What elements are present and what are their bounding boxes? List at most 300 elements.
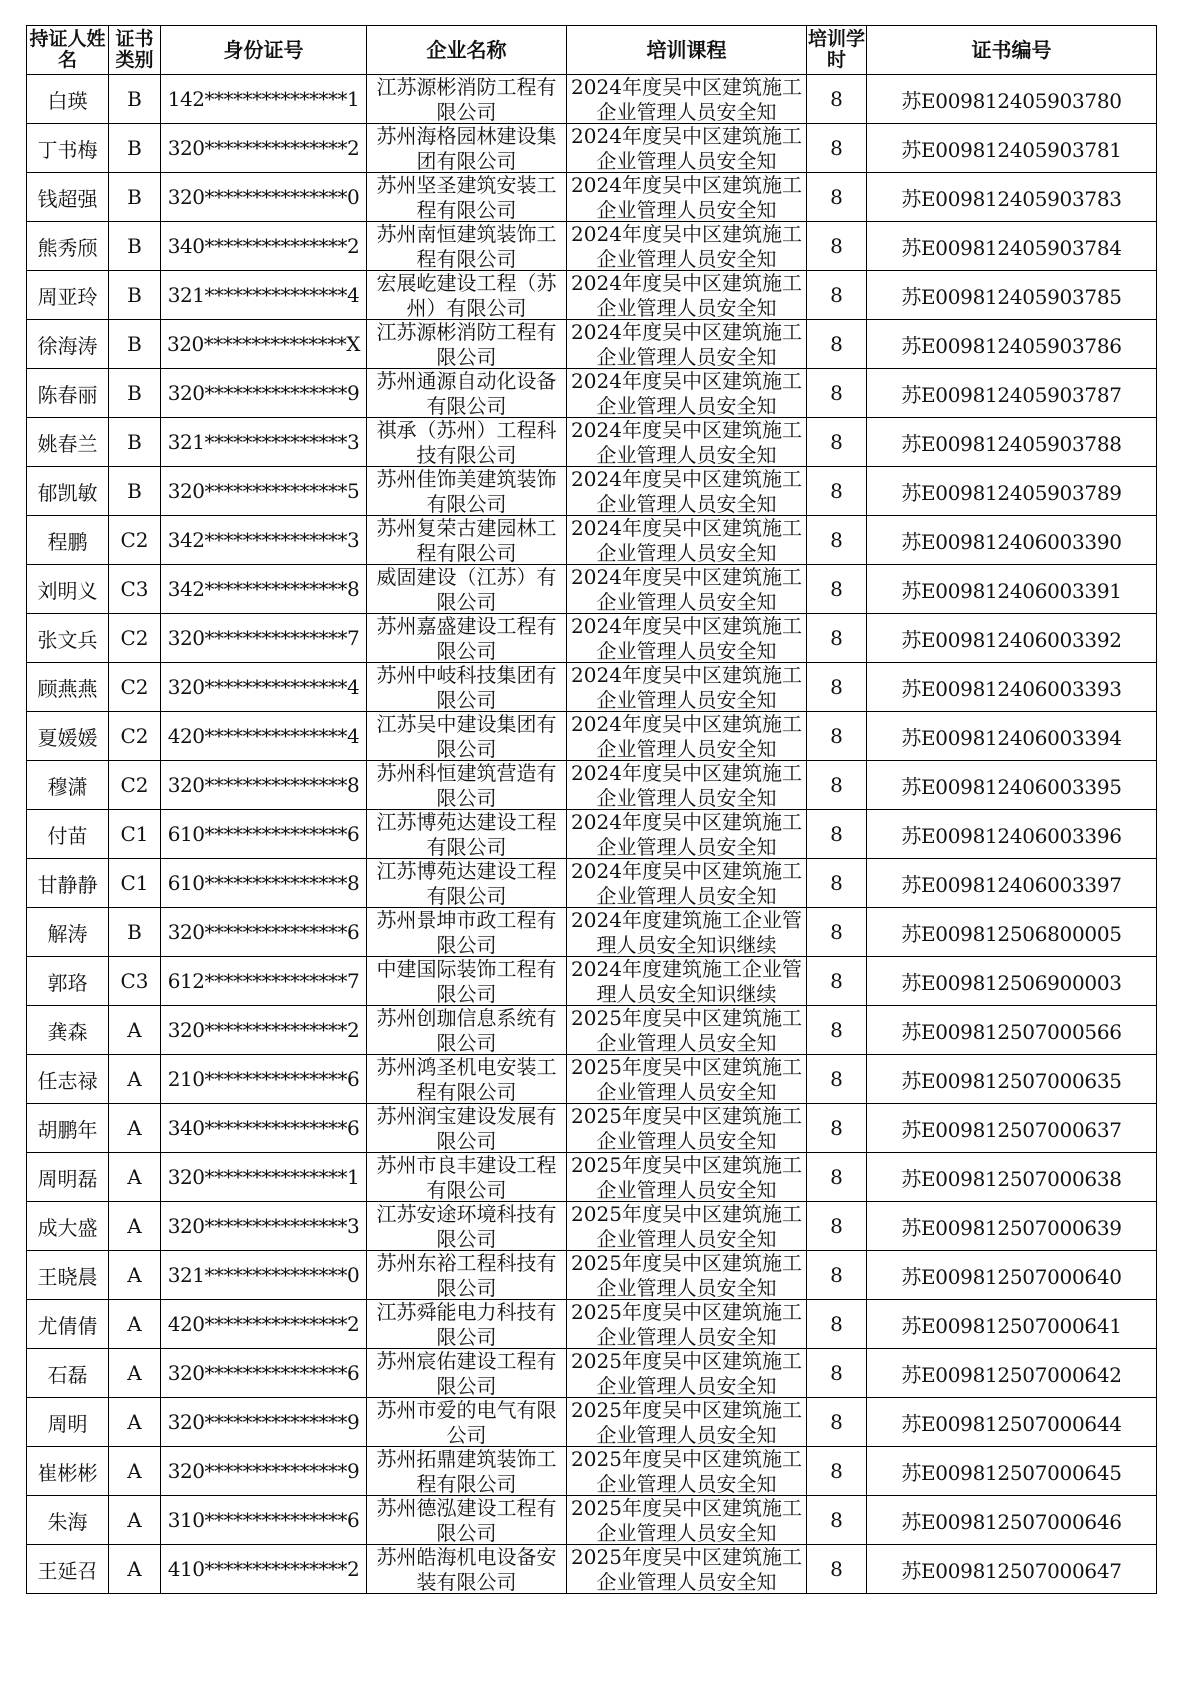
table-row <box>27 418 1157 467</box>
course-cell <box>567 712 807 761</box>
course-cell <box>567 222 807 271</box>
course-cell-text: 2024年度吴中区建筑施工企业管理人员安全知 <box>571 712 802 760</box>
table-row <box>27 1545 1157 1594</box>
category-cell: A <box>109 1104 161 1153</box>
category-cell: A <box>109 1398 161 1447</box>
cert-no-cell: 苏E009812405903785 <box>867 271 1157 320</box>
course-cell <box>567 1251 807 1300</box>
id-number-cell: 320***************6 <box>161 1349 367 1398</box>
hours-cell: 8 <box>807 222 867 271</box>
name-cell: 姚春兰 <box>27 418 109 467</box>
company-cell <box>367 516 567 565</box>
table-row <box>27 1496 1157 1545</box>
company-cell <box>367 663 567 712</box>
hours-cell: 8 <box>807 1300 867 1349</box>
company-cell <box>367 124 567 173</box>
category-cell: C2 <box>109 663 161 712</box>
hours-cell: 8 <box>807 1398 867 1447</box>
course-cell-text: 2025年度吴中区建筑施工企业管理人员安全知 <box>571 1349 802 1397</box>
category-cell: B <box>109 908 161 957</box>
name-cell: 郁凯敏 <box>27 467 109 516</box>
course-cell-text: 2024年度吴中区建筑施工企业管理人员安全知 <box>571 614 802 662</box>
id-number-cell: 320***************9 <box>161 1398 367 1447</box>
id-number-cell: 320***************7 <box>161 614 367 663</box>
course-cell <box>567 1055 807 1104</box>
name-cell: 陈春丽 <box>27 369 109 418</box>
course-cell <box>567 663 807 712</box>
id-number-cell: 320***************1 <box>161 1153 367 1202</box>
category-cell: A <box>109 1153 161 1202</box>
hours-cell: 8 <box>807 1349 867 1398</box>
course-cell-text: 2024年度建筑施工企业管理人员安全知识继续 <box>571 908 802 956</box>
company-cell-text: 苏州鸿圣机电安装工程有限公司 <box>376 1055 557 1103</box>
company-cell-text: 江苏舜能电力科技有限公司 <box>376 1300 557 1348</box>
cert-no-cell: 苏E009812406003395 <box>867 761 1157 810</box>
name-cell: 张文兵 <box>27 614 109 663</box>
company-cell <box>367 418 567 467</box>
course-cell-text: 2024年度吴中区建筑施工企业管理人员安全知 <box>571 663 802 711</box>
course-cell-text: 2024年度吴中区建筑施工企业管理人员安全知 <box>571 124 802 172</box>
table-row <box>27 1006 1157 1055</box>
company-cell <box>367 614 567 663</box>
cert-no-cell: 苏E009812507000642 <box>867 1349 1157 1398</box>
course-cell <box>567 1496 807 1545</box>
id-number-cell: 610***************8 <box>161 859 367 908</box>
table-row <box>27 761 1157 810</box>
company-cell <box>367 320 567 369</box>
hours-cell: 8 <box>807 1251 867 1300</box>
name-cell: 成大盛 <box>27 1202 109 1251</box>
table-row <box>27 1104 1157 1153</box>
course-cell <box>567 75 807 124</box>
table-row <box>27 663 1157 712</box>
company-cell-text: 苏州拓鼎建筑装饰工程有限公司 <box>376 1447 557 1495</box>
course-cell-text: 2024年度吴中区建筑施工企业管理人员安全知 <box>571 75 802 123</box>
cert-no-cell: 苏E009812405903788 <box>867 418 1157 467</box>
category-cell: B <box>109 418 161 467</box>
course-cell <box>567 418 807 467</box>
id-number-cell: 340***************6 <box>161 1104 367 1153</box>
company-cell <box>367 1349 567 1398</box>
company-cell <box>367 1447 567 1496</box>
company-cell-text: 苏州创珈信息系统有限公司 <box>376 1006 557 1054</box>
category-cell: A <box>109 1202 161 1251</box>
category-cell: B <box>109 222 161 271</box>
category-cell: C3 <box>109 957 161 1006</box>
company-cell <box>367 467 567 516</box>
course-cell <box>567 810 807 859</box>
company-cell-text: 苏州海格园林建设集团有限公司 <box>376 124 557 172</box>
company-cell <box>367 1055 567 1104</box>
company-cell <box>367 222 567 271</box>
name-cell: 王晓晨 <box>27 1251 109 1300</box>
table-row <box>27 712 1157 761</box>
company-cell-text: 苏州市良丰建设工程有限公司 <box>376 1153 557 1201</box>
hours-cell: 8 <box>807 124 867 173</box>
course-cell-text: 2024年度吴中区建筑施工企业管理人员安全知 <box>571 516 802 564</box>
company-cell <box>367 1006 567 1055</box>
category-cell: C2 <box>109 516 161 565</box>
header-cert-no: 证书编号 <box>867 26 1157 75</box>
course-cell-text: 2025年度吴中区建筑施工企业管理人员安全知 <box>571 1496 802 1544</box>
id-number-cell: 612***************7 <box>161 957 367 1006</box>
cert-no-cell: 苏E009812406003393 <box>867 663 1157 712</box>
company-cell <box>367 1398 567 1447</box>
name-cell: 王延召 <box>27 1545 109 1594</box>
header-name: 持证人姓名 <box>27 26 109 75</box>
category-cell: B <box>109 271 161 320</box>
category-cell: A <box>109 1251 161 1300</box>
hours-cell: 8 <box>807 663 867 712</box>
company-cell-text: 苏州复荣古建园林工程有限公司 <box>376 516 557 564</box>
course-cell <box>567 1202 807 1251</box>
company-cell-text: 苏州南恒建筑装饰工程有限公司 <box>376 222 557 270</box>
cert-no-cell: 苏E009812406003394 <box>867 712 1157 761</box>
company-cell-text: 苏州嘉盛建设工程有限公司 <box>376 614 557 662</box>
company-cell-text: 苏州宸佑建设工程有限公司 <box>376 1349 557 1397</box>
company-cell <box>367 859 567 908</box>
category-cell: C2 <box>109 712 161 761</box>
category-cell: A <box>109 1349 161 1398</box>
company-cell-text: 苏州科恒建筑营造有限公司 <box>376 761 557 809</box>
cert-no-cell: 苏E009812405903783 <box>867 173 1157 222</box>
table-row <box>27 1153 1157 1202</box>
hours-cell: 8 <box>807 565 867 614</box>
hours-cell: 8 <box>807 320 867 369</box>
course-cell-text: 2024年度吴中区建筑施工企业管理人员安全知 <box>571 418 802 466</box>
course-cell-text: 2025年度吴中区建筑施工企业管理人员安全知 <box>571 1055 802 1103</box>
company-cell-text: 江苏安途环境科技有限公司 <box>376 1202 557 1250</box>
id-number-cell: 310***************6 <box>161 1496 367 1545</box>
table-row <box>27 271 1157 320</box>
company-cell-text: 苏州皓海机电设备安装有限公司 <box>376 1545 557 1593</box>
id-number-cell: 410***************2 <box>161 1545 367 1594</box>
course-cell <box>567 516 807 565</box>
company-cell <box>367 1545 567 1594</box>
course-cell <box>567 1153 807 1202</box>
hours-cell: 8 <box>807 467 867 516</box>
category-cell: A <box>109 1545 161 1594</box>
id-number-cell: 320***************2 <box>161 124 367 173</box>
cert-no-cell: 苏E009812506900003 <box>867 957 1157 1006</box>
table-body <box>27 75 1157 1594</box>
hours-cell: 8 <box>807 957 867 1006</box>
id-number-cell: 320***************6 <box>161 908 367 957</box>
company-cell <box>367 1251 567 1300</box>
name-cell: 胡鹏年 <box>27 1104 109 1153</box>
company-cell <box>367 712 567 761</box>
id-number-cell: 142***************1 <box>161 75 367 124</box>
cert-no-cell: 苏E009812507000640 <box>867 1251 1157 1300</box>
company-cell <box>367 565 567 614</box>
table-row <box>27 1300 1157 1349</box>
name-cell: 徐海涛 <box>27 320 109 369</box>
table-row <box>27 467 1157 516</box>
company-cell-text: 苏州坚圣建筑安装工程有限公司 <box>376 173 557 221</box>
name-cell: 顾燕燕 <box>27 663 109 712</box>
company-cell-text: 苏州市爱的电气有限公司 <box>376 1398 557 1446</box>
company-cell <box>367 1202 567 1251</box>
course-cell <box>567 1104 807 1153</box>
header-hours: 培训学时 <box>807 26 867 75</box>
course-cell <box>567 859 807 908</box>
id-number-cell: 320***************3 <box>161 1202 367 1251</box>
course-cell-text: 2025年度吴中区建筑施工企业管理人员安全知 <box>571 1153 802 1201</box>
name-cell: 白瑛 <box>27 75 109 124</box>
company-cell-text: 苏州通源自动化设备有限公司 <box>376 369 557 417</box>
name-cell: 熊秀颀 <box>27 222 109 271</box>
cert-no-cell: 苏E009812406003397 <box>867 859 1157 908</box>
course-cell <box>567 124 807 173</box>
course-cell-text: 2024年度吴中区建筑施工企业管理人员安全知 <box>571 173 802 221</box>
id-number-cell: 320***************4 <box>161 663 367 712</box>
table-row <box>27 1398 1157 1447</box>
course-cell-text: 2024年度吴中区建筑施工企业管理人员安全知 <box>571 810 802 858</box>
table-row <box>27 1349 1157 1398</box>
course-cell <box>567 467 807 516</box>
company-cell <box>367 761 567 810</box>
id-number-cell: 320***************8 <box>161 761 367 810</box>
id-number-cell: 210***************6 <box>161 1055 367 1104</box>
course-cell <box>567 1447 807 1496</box>
table-row <box>27 320 1157 369</box>
company-cell-text: 江苏博苑达建设工程有限公司 <box>376 859 557 907</box>
cert-no-cell: 苏E009812405903787 <box>867 369 1157 418</box>
course-cell <box>567 957 807 1006</box>
id-number-cell: 321***************4 <box>161 271 367 320</box>
category-cell: C1 <box>109 810 161 859</box>
name-cell: 郭珞 <box>27 957 109 1006</box>
cert-no-cell: 苏E009812506800005 <box>867 908 1157 957</box>
course-cell <box>567 271 807 320</box>
cert-no-cell: 苏E009812507000637 <box>867 1104 1157 1153</box>
company-cell <box>367 75 567 124</box>
hours-cell: 8 <box>807 173 867 222</box>
company-cell-text: 威固建设（江苏）有限公司 <box>376 565 557 613</box>
course-cell <box>567 761 807 810</box>
company-cell <box>367 1300 567 1349</box>
course-cell <box>567 1398 807 1447</box>
name-cell: 周亚玲 <box>27 271 109 320</box>
company-cell <box>367 1153 567 1202</box>
table-row <box>27 614 1157 663</box>
name-cell: 崔彬彬 <box>27 1447 109 1496</box>
cert-no-cell: 苏E009812507000635 <box>867 1055 1157 1104</box>
table-row <box>27 124 1157 173</box>
table-row <box>27 75 1157 124</box>
category-cell: A <box>109 1447 161 1496</box>
category-cell: B <box>109 369 161 418</box>
id-number-cell: 340***************2 <box>161 222 367 271</box>
course-cell-text: 2025年度吴中区建筑施工企业管理人员安全知 <box>571 1006 802 1054</box>
header-course: 培训课程 <box>567 26 807 75</box>
course-cell <box>567 320 807 369</box>
company-cell <box>367 1104 567 1153</box>
id-number-cell: 342***************3 <box>161 516 367 565</box>
cert-no-cell: 苏E009812507000638 <box>867 1153 1157 1202</box>
company-cell <box>367 173 567 222</box>
id-number-cell: 320***************2 <box>161 1006 367 1055</box>
cert-no-cell: 苏E009812507000645 <box>867 1447 1157 1496</box>
company-cell-text: 江苏博苑达建设工程有限公司 <box>376 810 557 858</box>
company-cell <box>367 271 567 320</box>
hours-cell: 8 <box>807 1447 867 1496</box>
hours-cell: 8 <box>807 369 867 418</box>
category-cell: C2 <box>109 614 161 663</box>
hours-cell: 8 <box>807 1496 867 1545</box>
id-number-cell: 320***************9 <box>161 1447 367 1496</box>
id-number-cell: 321***************0 <box>161 1251 367 1300</box>
course-cell-text: 2024年度吴中区建筑施工企业管理人员安全知 <box>571 859 802 907</box>
course-cell <box>567 565 807 614</box>
cert-no-cell: 苏E009812406003396 <box>867 810 1157 859</box>
course-cell-text: 2024年度建筑施工企业管理人员安全知识继续 <box>571 957 802 1005</box>
name-cell: 朱海 <box>27 1496 109 1545</box>
header-id-number: 身份证号 <box>161 26 367 75</box>
name-cell: 穆潇 <box>27 761 109 810</box>
course-cell-text: 2025年度吴中区建筑施工企业管理人员安全知 <box>571 1251 802 1299</box>
name-cell: 解涛 <box>27 908 109 957</box>
course-cell-text: 2024年度吴中区建筑施工企业管理人员安全知 <box>571 761 802 809</box>
company-cell <box>367 1496 567 1545</box>
course-cell-text: 2025年度吴中区建筑施工企业管理人员安全知 <box>571 1447 802 1495</box>
id-number-cell: 320***************9 <box>161 369 367 418</box>
course-cell <box>567 614 807 663</box>
cert-no-cell: 苏E009812405903780 <box>867 75 1157 124</box>
name-cell: 石磊 <box>27 1349 109 1398</box>
header-company: 企业名称 <box>367 26 567 75</box>
name-cell: 任志禄 <box>27 1055 109 1104</box>
table-row <box>27 1055 1157 1104</box>
hours-cell: 8 <box>807 1104 867 1153</box>
category-cell: B <box>109 75 161 124</box>
course-cell-text: 2025年度吴中区建筑施工企业管理人员安全知 <box>571 1300 802 1348</box>
category-cell: B <box>109 173 161 222</box>
id-number-cell: 342***************8 <box>161 565 367 614</box>
company-cell <box>367 810 567 859</box>
cert-no-cell: 苏E009812507000644 <box>867 1398 1157 1447</box>
cert-no-cell: 苏E009812405903781 <box>867 124 1157 173</box>
header-category: 证书类别 <box>109 26 161 75</box>
name-cell: 丁书梅 <box>27 124 109 173</box>
category-cell: C2 <box>109 761 161 810</box>
hours-cell: 8 <box>807 614 867 663</box>
hours-cell: 8 <box>807 712 867 761</box>
cert-no-cell: 苏E009812507000639 <box>867 1202 1157 1251</box>
company-cell <box>367 908 567 957</box>
hours-cell: 8 <box>807 418 867 467</box>
header-row <box>27 26 1157 75</box>
company-cell-text: 江苏源彬消防工程有限公司 <box>376 75 557 123</box>
hours-cell: 8 <box>807 1153 867 1202</box>
hours-cell: 8 <box>807 1055 867 1104</box>
cert-no-cell: 苏E009812507000641 <box>867 1300 1157 1349</box>
id-number-cell: 420***************4 <box>161 712 367 761</box>
name-cell: 钱超强 <box>27 173 109 222</box>
table-row <box>27 565 1157 614</box>
category-cell: A <box>109 1300 161 1349</box>
hours-cell: 8 <box>807 761 867 810</box>
name-cell: 甘静静 <box>27 859 109 908</box>
category-cell: A <box>109 1496 161 1545</box>
company-cell-text: 祺承（苏州）工程科技有限公司 <box>376 418 557 466</box>
course-cell-text: 2025年度吴中区建筑施工企业管理人员安全知 <box>571 1545 802 1593</box>
hours-cell: 8 <box>807 1006 867 1055</box>
course-cell-text: 2025年度吴中区建筑施工企业管理人员安全知 <box>571 1398 802 1446</box>
category-cell: C3 <box>109 565 161 614</box>
company-cell <box>367 369 567 418</box>
hours-cell: 8 <box>807 75 867 124</box>
cert-no-cell: 苏E009812405903784 <box>867 222 1157 271</box>
course-cell-text: 2025年度吴中区建筑施工企业管理人员安全知 <box>571 1202 802 1250</box>
id-number-cell: 320***************X <box>161 320 367 369</box>
table-row <box>27 859 1157 908</box>
course-cell-text: 2025年度吴中区建筑施工企业管理人员安全知 <box>571 1104 802 1152</box>
table-row <box>27 810 1157 859</box>
hours-cell: 8 <box>807 859 867 908</box>
cert-no-cell: 苏E009812507000566 <box>867 1006 1157 1055</box>
course-cell-text: 2024年度吴中区建筑施工企业管理人员安全知 <box>571 320 802 368</box>
certificate-table <box>26 25 1157 1594</box>
course-cell <box>567 1300 807 1349</box>
course-cell-text: 2024年度吴中区建筑施工企业管理人员安全知 <box>571 271 802 319</box>
course-cell-text: 2024年度吴中区建筑施工企业管理人员安全知 <box>571 369 802 417</box>
name-cell: 尤倩倩 <box>27 1300 109 1349</box>
cert-no-cell: 苏E009812507000647 <box>867 1545 1157 1594</box>
course-cell-text: 2024年度吴中区建筑施工企业管理人员安全知 <box>571 565 802 613</box>
category-cell: B <box>109 467 161 516</box>
course-cell-text: 2024年度吴中区建筑施工企业管理人员安全知 <box>571 467 802 515</box>
category-cell: C1 <box>109 859 161 908</box>
name-cell: 周明 <box>27 1398 109 1447</box>
name-cell: 刘明义 <box>27 565 109 614</box>
hours-cell: 8 <box>807 516 867 565</box>
id-number-cell: 321***************3 <box>161 418 367 467</box>
cert-no-cell: 苏E009812406003390 <box>867 516 1157 565</box>
hours-cell: 8 <box>807 908 867 957</box>
cert-no-cell: 苏E009812406003391 <box>867 565 1157 614</box>
company-cell-text: 苏州景坤市政工程有限公司 <box>376 908 557 956</box>
table-row <box>27 908 1157 957</box>
name-cell: 付苗 <box>27 810 109 859</box>
id-number-cell: 610***************6 <box>161 810 367 859</box>
table-row <box>27 173 1157 222</box>
hours-cell: 8 <box>807 1545 867 1594</box>
id-number-cell: 420***************2 <box>161 1300 367 1349</box>
course-cell <box>567 173 807 222</box>
cert-no-cell: 苏E009812405903789 <box>867 467 1157 516</box>
category-cell: A <box>109 1006 161 1055</box>
hours-cell: 8 <box>807 271 867 320</box>
company-cell-text: 苏州佳饰美建筑装饰有限公司 <box>376 467 557 515</box>
name-cell: 周明磊 <box>27 1153 109 1202</box>
course-cell <box>567 1545 807 1594</box>
name-cell: 程鹏 <box>27 516 109 565</box>
hours-cell: 8 <box>807 1202 867 1251</box>
course-cell <box>567 1349 807 1398</box>
course-cell <box>567 369 807 418</box>
table-row <box>27 1447 1157 1496</box>
table-row <box>27 1202 1157 1251</box>
hours-cell: 8 <box>807 810 867 859</box>
company-cell-text: 宏展屹建设工程（苏州）有限公司 <box>376 271 557 319</box>
course-cell <box>567 1006 807 1055</box>
id-number-cell: 320***************0 <box>161 173 367 222</box>
category-cell: B <box>109 320 161 369</box>
table-row <box>27 957 1157 1006</box>
company-cell-text: 江苏吴中建设集团有限公司 <box>376 712 557 760</box>
id-number-cell: 320***************5 <box>161 467 367 516</box>
